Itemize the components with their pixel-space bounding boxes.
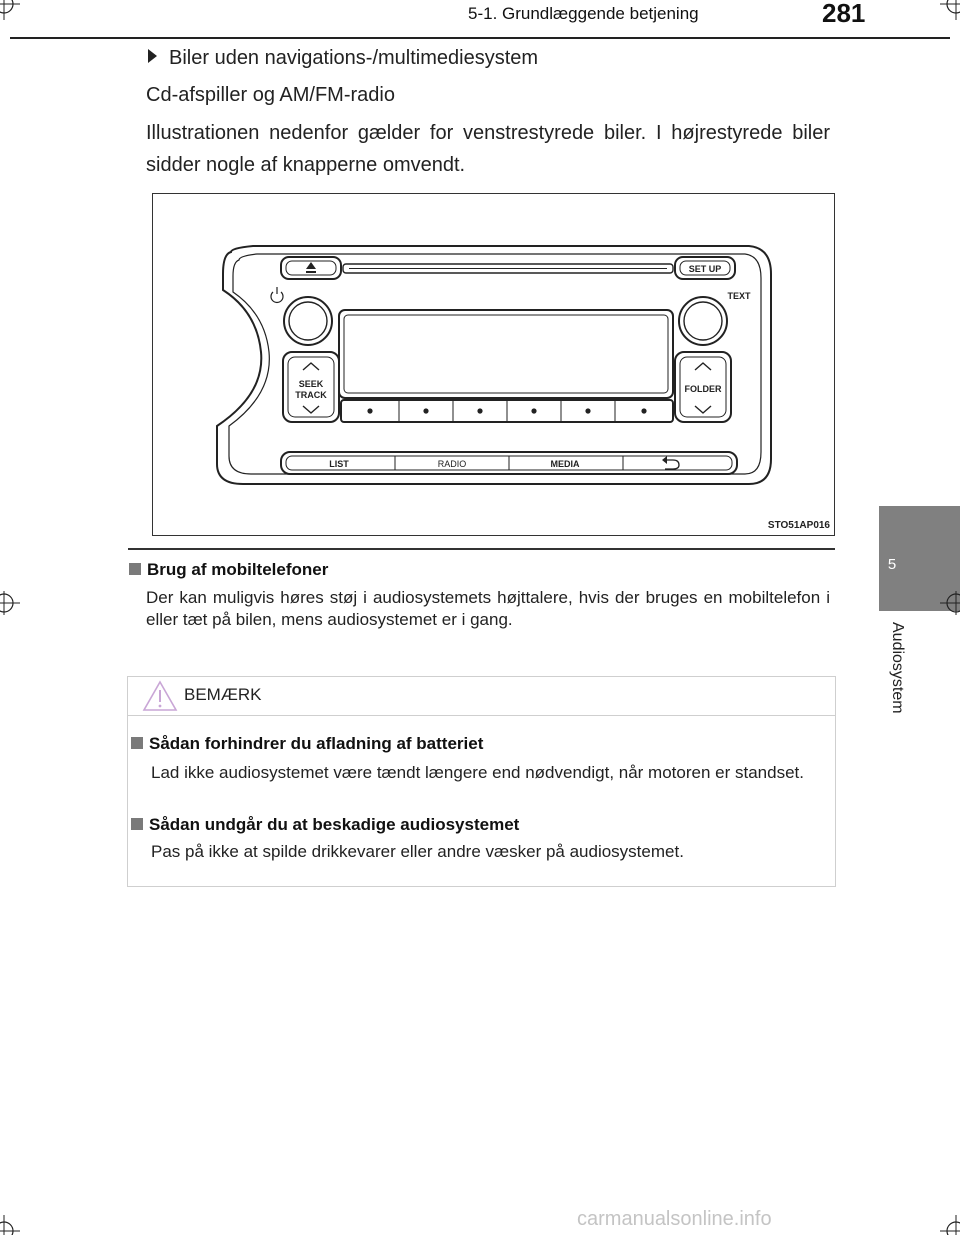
audio-unit-figure [152,193,835,536]
seek-label: SEEK [298,379,324,389]
mobile-heading [129,560,328,580]
crop-mark-icon [936,588,960,618]
header-rule [10,37,950,39]
media-label: MEDIA [550,459,580,469]
track-label: TRACK [295,390,327,400]
notice-divider [128,715,835,716]
crop-mark-icon [0,588,24,618]
mobile-heading-text: Brug af mobiltelefoner [147,560,329,579]
folder-label: FOLDER [684,384,722,394]
page-number: 281 [822,0,866,28]
chapter-number: 5 [887,556,897,573]
chapter-label-text: Audiosystem [889,622,906,714]
notice-title: BEMÆRK [184,685,262,704]
crop-mark-icon [936,1211,960,1235]
triangle-bullet-icon [148,49,157,63]
chapter-label [872,622,912,742]
radio-label: RADIO [437,459,467,469]
intro-bullet-text: Biler uden navigations-/multimediesystem [169,47,539,69]
intro-bullet [148,47,538,70]
crop-mark-icon [0,1211,24,1235]
intro-subtitle: Cd-afspiller og AM/FM-radio [146,84,395,106]
figure-code: STO51AP016 [767,520,830,531]
warning-triangle-icon [142,679,178,713]
notice-item-heading-text: Sådan undgår du at beskadige audiosystemet [149,815,520,834]
crop-mark-icon [936,0,960,24]
text-label: TEXT [727,291,751,301]
notice-item-heading [131,815,519,835]
notice-item-heading-text: Sådan forhindrer du afladning af batteriet [149,734,484,753]
crop-mark-icon [0,0,24,24]
intro-note: Illustrationen nedenfor gælder for venstrestyrede biler. I højrestyrede biler sidder nogle af knapperne omvendt. [146,122,830,176]
section-rule [128,548,835,550]
square-bullet-icon [131,818,143,830]
mobile-body: Der kan muligvis høres støj i audiosystemets højttalere, hvis der bruges en mobiltelefon i eller tæt på bilen, mens audiosystemet er i gang. [146,588,830,629]
watermark: carmanualsonline.info [577,1208,772,1230]
list-label: LIST [329,459,349,469]
section-title: 5-1. Grundlæggende betjening [468,4,699,23]
notice-item-body: Lad ikke audiosystemet være tændt længere end nødvendigt, når motoren er standset. [151,763,804,782]
square-bullet-icon [131,737,143,749]
square-bullet-icon [129,563,141,575]
setup-label: SET UP [688,264,722,274]
notice-item-heading [131,734,483,754]
audio-unit-illustration [153,194,834,535]
notice-item-body: Pas på ikke at spilde drikkevarer eller andre væsker på audiosystemet. [151,842,684,861]
